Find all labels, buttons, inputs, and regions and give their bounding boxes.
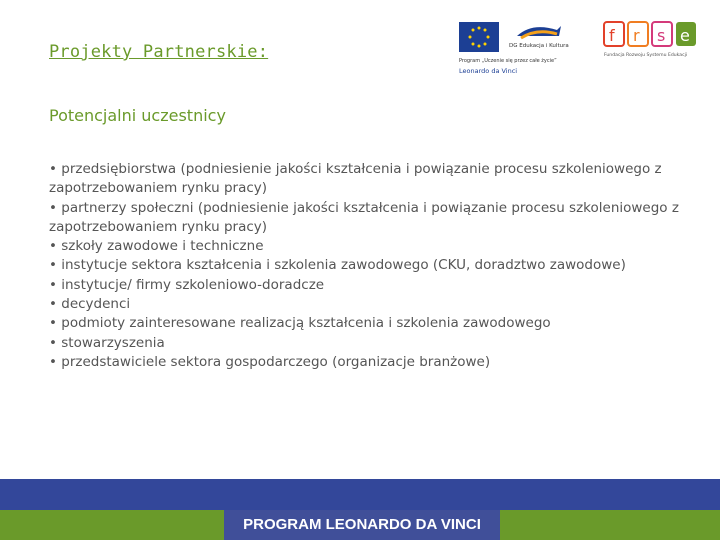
list-item: • instytucje sektora kształcenia i szkolenia zawodowego (CKU, doradztwo zawodowe) [49, 257, 626, 274]
svg-text:r: r [633, 26, 640, 45]
list-item: • przedsiębiorstwa (podniesienie jakości kształcenia i powiązanie procesu szkoleniowego z zapotrzebowaniem rynku pracy) [49, 161, 662, 197]
list-item: • stowarzyszenia [49, 334, 165, 351]
frse-logo [602, 20, 700, 60]
svg-text:Program „Uczenie się przez cał: Program „Uczenie się przez całe życie” [459, 58, 557, 64]
svg-text:e: e [680, 26, 690, 45]
page-title: Projekty Partnerskie: [49, 42, 269, 62]
list-item: • podmioty zainteresowane realizacją kształcenia i szkolenia zawodowego [49, 315, 551, 332]
svg-text:Leonardo da Vinci: Leonardo da Vinci [459, 67, 518, 75]
list-item: • przedstawiciele sektora gospodarczego (organizacje branżowe) [49, 353, 491, 370]
svg-text:f: f [609, 26, 615, 45]
page-subtitle: Potencjalni uczestnicy [49, 106, 226, 125]
list-item: • partnerzy społeczni (podniesienie jakości kształcenia i powiązanie procesu szkoleniowego z zapotrzebowaniem rynku pracy) [49, 199, 679, 235]
svg-text:DG Edukacja i Kultura: DG Edukacja i Kultura [509, 43, 569, 49]
list-item: • instytucje/ firmy szkoleniowo-doradcze [49, 276, 325, 293]
list-item: • szkoły zawodowe i techniczne [49, 238, 264, 255]
eu-leonardo-logo [457, 20, 577, 76]
bullet-list [49, 160, 689, 372]
footer-program-label: PROGRAM LEONARDO DA VINCI [224, 510, 500, 540]
list-item: • decydenci [49, 296, 131, 313]
svg-text:Fundacja Rozwoju Systemu Eduka: Fundacja Rozwoju Systemu Edukacji [604, 53, 688, 58]
footer-band-blue [0, 479, 720, 510]
svg-text:s: s [657, 26, 666, 45]
